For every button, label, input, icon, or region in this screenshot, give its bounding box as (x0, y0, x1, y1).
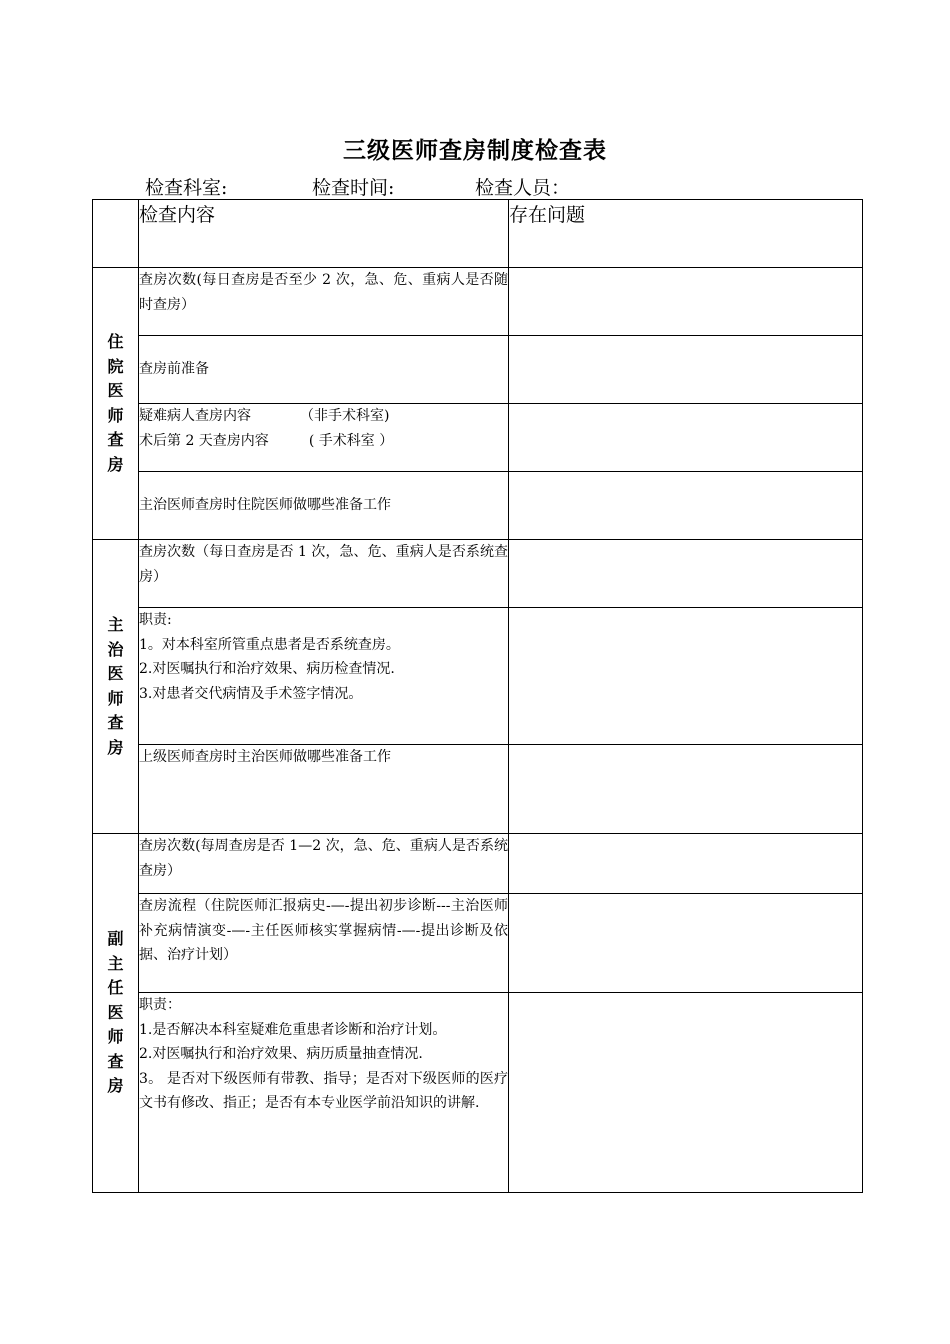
check-item: 查房次数(每日查房是否至少 2 次，急、危、重病人是否随时查房） (139, 268, 509, 336)
issue-cell[interactable] (509, 894, 863, 993)
group-label-associate-chief (93, 834, 139, 1193)
group-label-char: 医 (107, 664, 124, 683)
check-item: 查房流程（住院医师汇报病史-—-提出初步诊断---主治医师补充病情演变-—-主任医师核实掌握病情-—-提出诊断及依据、治疗计划） (139, 894, 509, 993)
group-label-char: 房 (107, 1076, 124, 1096)
check-item: 查房次数（每日查房是否 1 次，急、危、重病人是否系统查房） (139, 540, 509, 608)
table-row (93, 268, 863, 336)
group-label-char: 治 (107, 639, 124, 659)
check-item: 查房前准备 (139, 336, 509, 404)
group-label-char: 医 (107, 1002, 124, 1022)
dept-label: 检查科室: (145, 177, 228, 199)
group-label-char: 医 (107, 381, 124, 400)
issue-cell[interactable] (509, 834, 863, 894)
check-item: 主治医师查房时住院医师做哪些准备工作 (139, 472, 509, 540)
check-item: 上级医师查房时主治医师做哪些准备工作 (139, 745, 509, 834)
table-header-row (93, 200, 863, 268)
table-row (93, 472, 863, 540)
time-label: 检查时间: (312, 177, 395, 199)
issue-cell[interactable] (509, 608, 863, 745)
group-label-char: 院 (107, 356, 124, 376)
group-label-char: 房 (107, 454, 124, 474)
group-label-resident (93, 268, 139, 540)
issue-cell[interactable] (509, 472, 863, 540)
group-label-attending (93, 540, 139, 834)
group-label-char: 任 (107, 978, 124, 998)
check-item: 查房次数(每周查房是否 1—2 次，急、危、重病人是否系统查房） (139, 834, 509, 894)
issue-cell[interactable] (509, 745, 863, 834)
group-label-char: 房 (107, 737, 124, 757)
page-title: 三级医师查房制度检查表 (343, 137, 607, 164)
group-label-char: 查 (107, 713, 124, 732)
group-label-char: 师 (107, 688, 124, 708)
issue-cell[interactable] (509, 993, 863, 1193)
issue-cell[interactable] (509, 404, 863, 472)
check-item: 职责: 1。对本科室所管重点患者是否系统查房。 2.对医嘱执行和治疗效果、病历检查情况. 3.对患者交代病情及手术签字情况。 (139, 608, 509, 745)
header-issues: 存在问题 (509, 200, 863, 268)
table-row (93, 540, 863, 608)
table-row (93, 834, 863, 894)
issue-cell[interactable] (509, 268, 863, 336)
group-label-char: 主 (107, 615, 124, 634)
header-content: 检查内容 (139, 200, 509, 268)
table-row (93, 745, 863, 834)
group-label-char: 住 (107, 332, 124, 351)
checklist-table (92, 199, 863, 1193)
table-row (93, 404, 863, 472)
group-label-char: 师 (107, 1027, 124, 1047)
table-row (93, 894, 863, 993)
table-row (93, 608, 863, 745)
group-label-char: 副 (107, 929, 124, 949)
inspector-label: 检查人员： (475, 177, 571, 199)
group-label-char: 查 (107, 430, 124, 449)
group-label-char: 师 (107, 405, 124, 425)
table-row (93, 993, 863, 1193)
group-label-char: 主 (107, 953, 124, 973)
check-item: 疑难病人查房内容 （非手术科室) 术后第 2 天查房内容 ( 手术科室 ） (139, 404, 509, 472)
table-row (93, 336, 863, 404)
group-label-char: 查 (107, 1051, 124, 1071)
header-blank-cell (93, 200, 139, 268)
check-item: 职责： 1.是否解决本科室疑难危重患者诊断和治疗计划。 2.对医嘱执行和治疗效果、病历质量抽查情况. 3。 是否对下级医师有带教、指导；是否对下级医师的医疗文书有修改、指正；是否有本专业医学前沿知识的讲解. (139, 993, 509, 1193)
issue-cell[interactable] (509, 336, 863, 404)
issue-cell[interactable] (509, 540, 863, 608)
